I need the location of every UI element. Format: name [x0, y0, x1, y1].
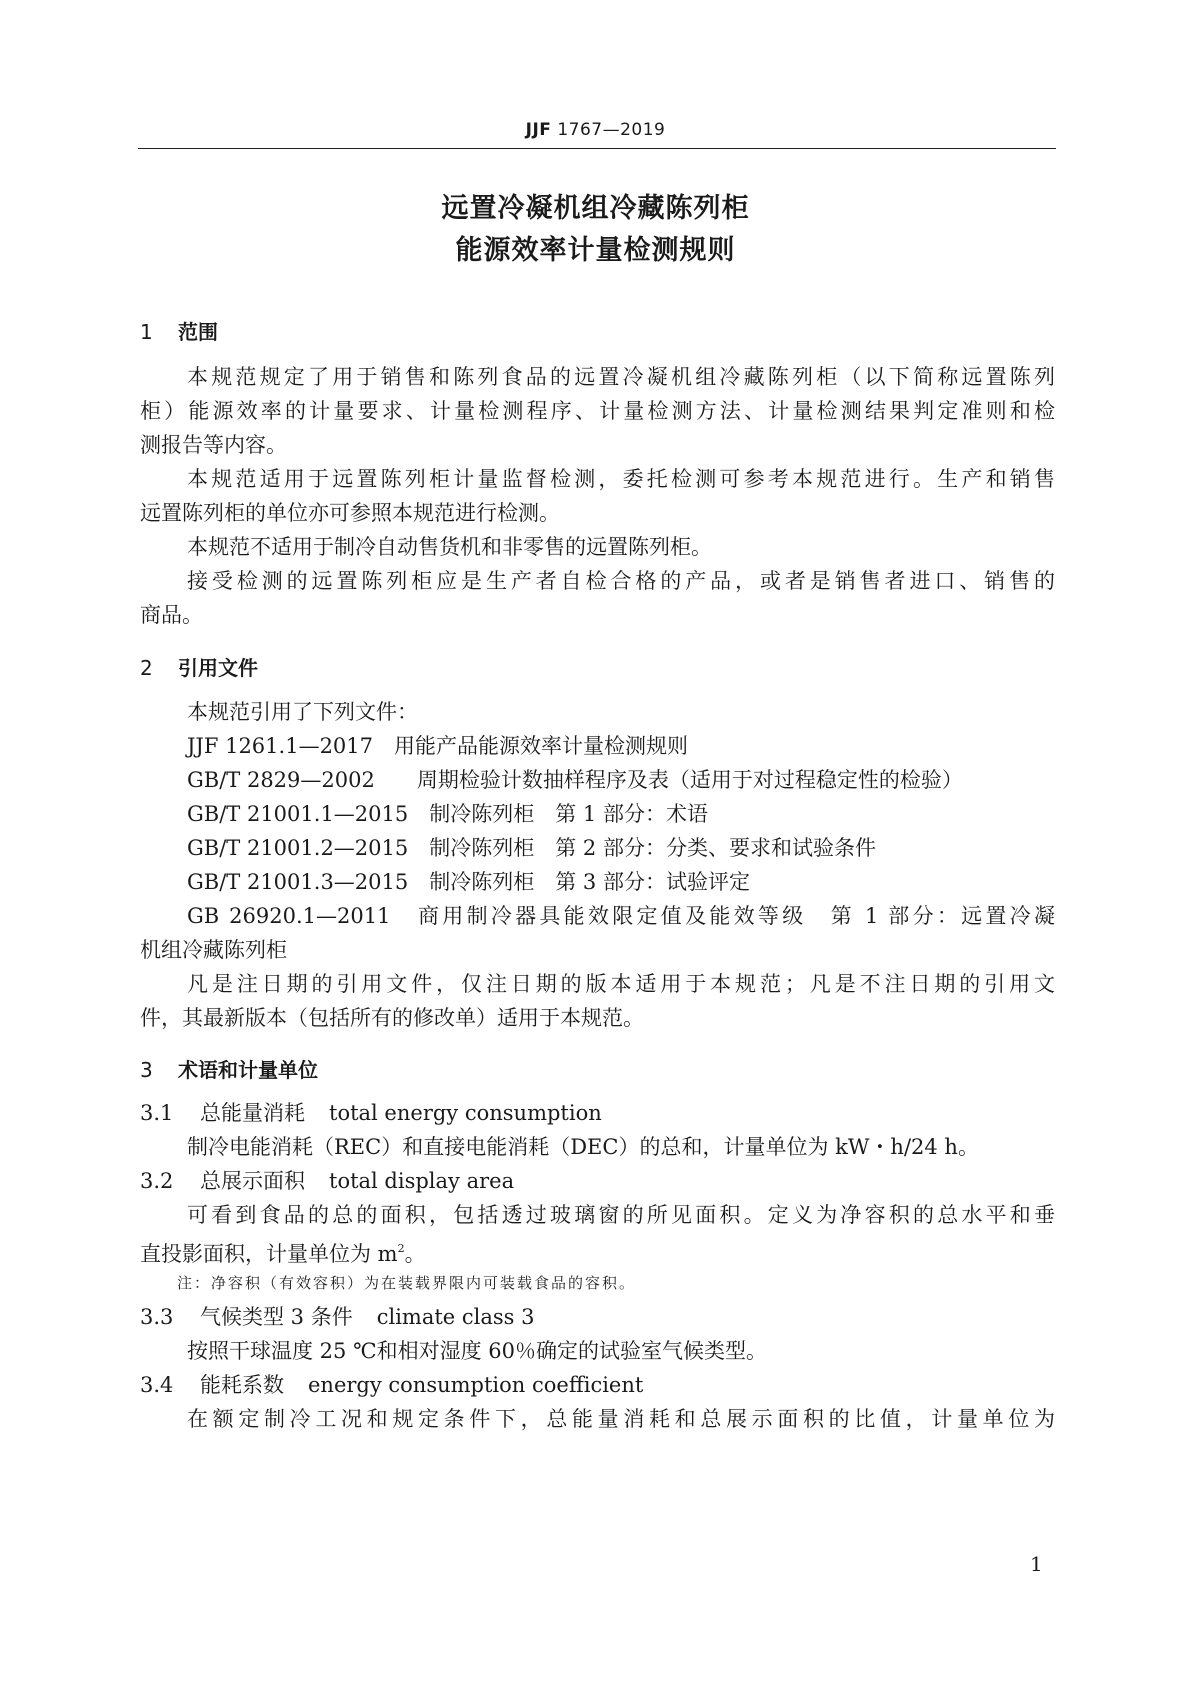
term-number: 3.1: [140, 1101, 174, 1125]
term-en: energy consumption coefficient: [308, 1373, 644, 1397]
term-zh: 能耗系数: [200, 1373, 284, 1397]
term-3-3: [140, 1302, 534, 1332]
term-zh: 气候类型 3 条件: [200, 1305, 353, 1329]
section-number: 2: [140, 656, 153, 680]
paragraph-line: 凡是注日期的引用文件，仅注日期的版本适用于本规范；凡是不注日期的引用文: [187, 972, 1055, 996]
document-title-line1: 远置冷凝机组冷藏陈列柜: [441, 193, 750, 224]
definition-end: 。: [404, 1242, 426, 1266]
superscript: 2: [397, 1242, 405, 1255]
definition-text: 直投影面积，计量单位为 m: [140, 1242, 398, 1266]
reference-item: GB/T 21001.2—2015 制冷陈列柜 第 2 部分：分类、要求和试验条件: [187, 836, 876, 860]
term-definition: 可看到食品的总的面积，包括透过玻璃窗的所见面积。定义为净容积的总水平和垂: [187, 1203, 1055, 1227]
reference-item: GB 26920.1—2011 商用制冷器具能效限定值及能效等级 第 1 部分：远置冷凝: [187, 904, 1055, 928]
term-number: 3.3: [140, 1305, 174, 1329]
term-3-4: [140, 1370, 643, 1400]
page-number: 1: [1030, 1552, 1043, 1576]
term-note: 注：净容积（有效容积）为在装载界限内可装载食品的容积。: [177, 1274, 637, 1292]
reference-item-continued: 机组冷藏陈列柜: [140, 938, 287, 962]
paragraph-line: 商品。: [140, 603, 203, 627]
header-code-prefix: JJF: [525, 120, 552, 140]
paragraph-line: 测报告等内容。: [140, 433, 287, 457]
term-definition: [140, 1234, 426, 1269]
paragraph-line: 本规范规定了用于销售和陈列食品的远置冷凝机组冷藏陈列柜（以下简称远置陈列: [187, 365, 1055, 389]
page-header: [0, 120, 1191, 140]
paragraph-line: 本规范引用了下列文件：: [187, 700, 418, 724]
reference-item: GB/T 2829—2002 周期检验计数抽样程序及表（适用于对过程稳定性的检验）: [187, 768, 963, 792]
term-definition: 按照干球温度 25 ℃和相对湿度 60％确定的试验室气候类型。: [187, 1339, 767, 1363]
section-heading-terms: [140, 1054, 318, 1083]
header-rule: [138, 148, 1056, 149]
term-3-2: [140, 1166, 514, 1196]
section-title: 术语和计量单位: [178, 1058, 318, 1082]
term-en: total energy consumption: [329, 1101, 602, 1125]
paragraph-line: 本规范不适用于制冷自动售货机和非零售的远置陈列柜。: [187, 535, 712, 559]
section-title: 范围: [178, 320, 218, 344]
term-number: 3.2: [140, 1169, 174, 1193]
term-definition: 制冷电能消耗（REC）和直接电能消耗（DEC）的总和，计量单位为 kW・h/24 h。: [187, 1135, 979, 1159]
term-3-1: [140, 1098, 602, 1128]
section-number: 3: [140, 1058, 153, 1082]
paragraph-line: 接受检测的远置陈列柜应是生产者自检合格的产品，或者是销售者进口、销售的: [187, 569, 1055, 593]
section-heading-scope: [140, 316, 218, 345]
paragraph-line: 远置陈列柜的单位亦可参照本规范进行检测。: [140, 501, 560, 525]
term-definition: 在额定制冷工况和规定条件下，总能量消耗和总展示面积的比值，计量单位为: [187, 1407, 1055, 1431]
reference-item: GB/T 21001.1—2015 制冷陈列柜 第 1 部分：术语: [187, 802, 708, 826]
paragraph-line: 本规范适用于远置陈列柜计量监督检测，委托检测可参考本规范进行。生产和销售: [187, 467, 1055, 491]
header-code-number: 1767—2019: [557, 120, 666, 140]
paragraph-line: 件，其最新版本（包括所有的修改单）适用于本规范。: [140, 1006, 644, 1030]
section-heading-references: [140, 652, 258, 681]
term-zh: 总展示面积: [200, 1169, 305, 1193]
reference-item: GB/T 21001.3—2015 制冷陈列柜 第 3 部分：试验评定: [187, 870, 750, 894]
document-title-line2: 能源效率计量检测规则: [455, 235, 736, 266]
term-number: 3.4: [140, 1373, 174, 1397]
term-en: climate class 3: [376, 1305, 535, 1329]
term-en: total display area: [329, 1169, 515, 1193]
section-number: 1: [140, 320, 153, 344]
reference-item: JJF 1261.1—2017 用能产品能源效率计量检测规则: [187, 734, 689, 758]
term-zh: 总能量消耗: [200, 1101, 305, 1125]
paragraph-line: 柜）能源效率的计量要求、计量检测程序、计量检测方法、计量检测结果判定准则和检: [140, 399, 1055, 423]
section-title: 引用文件: [178, 656, 258, 680]
